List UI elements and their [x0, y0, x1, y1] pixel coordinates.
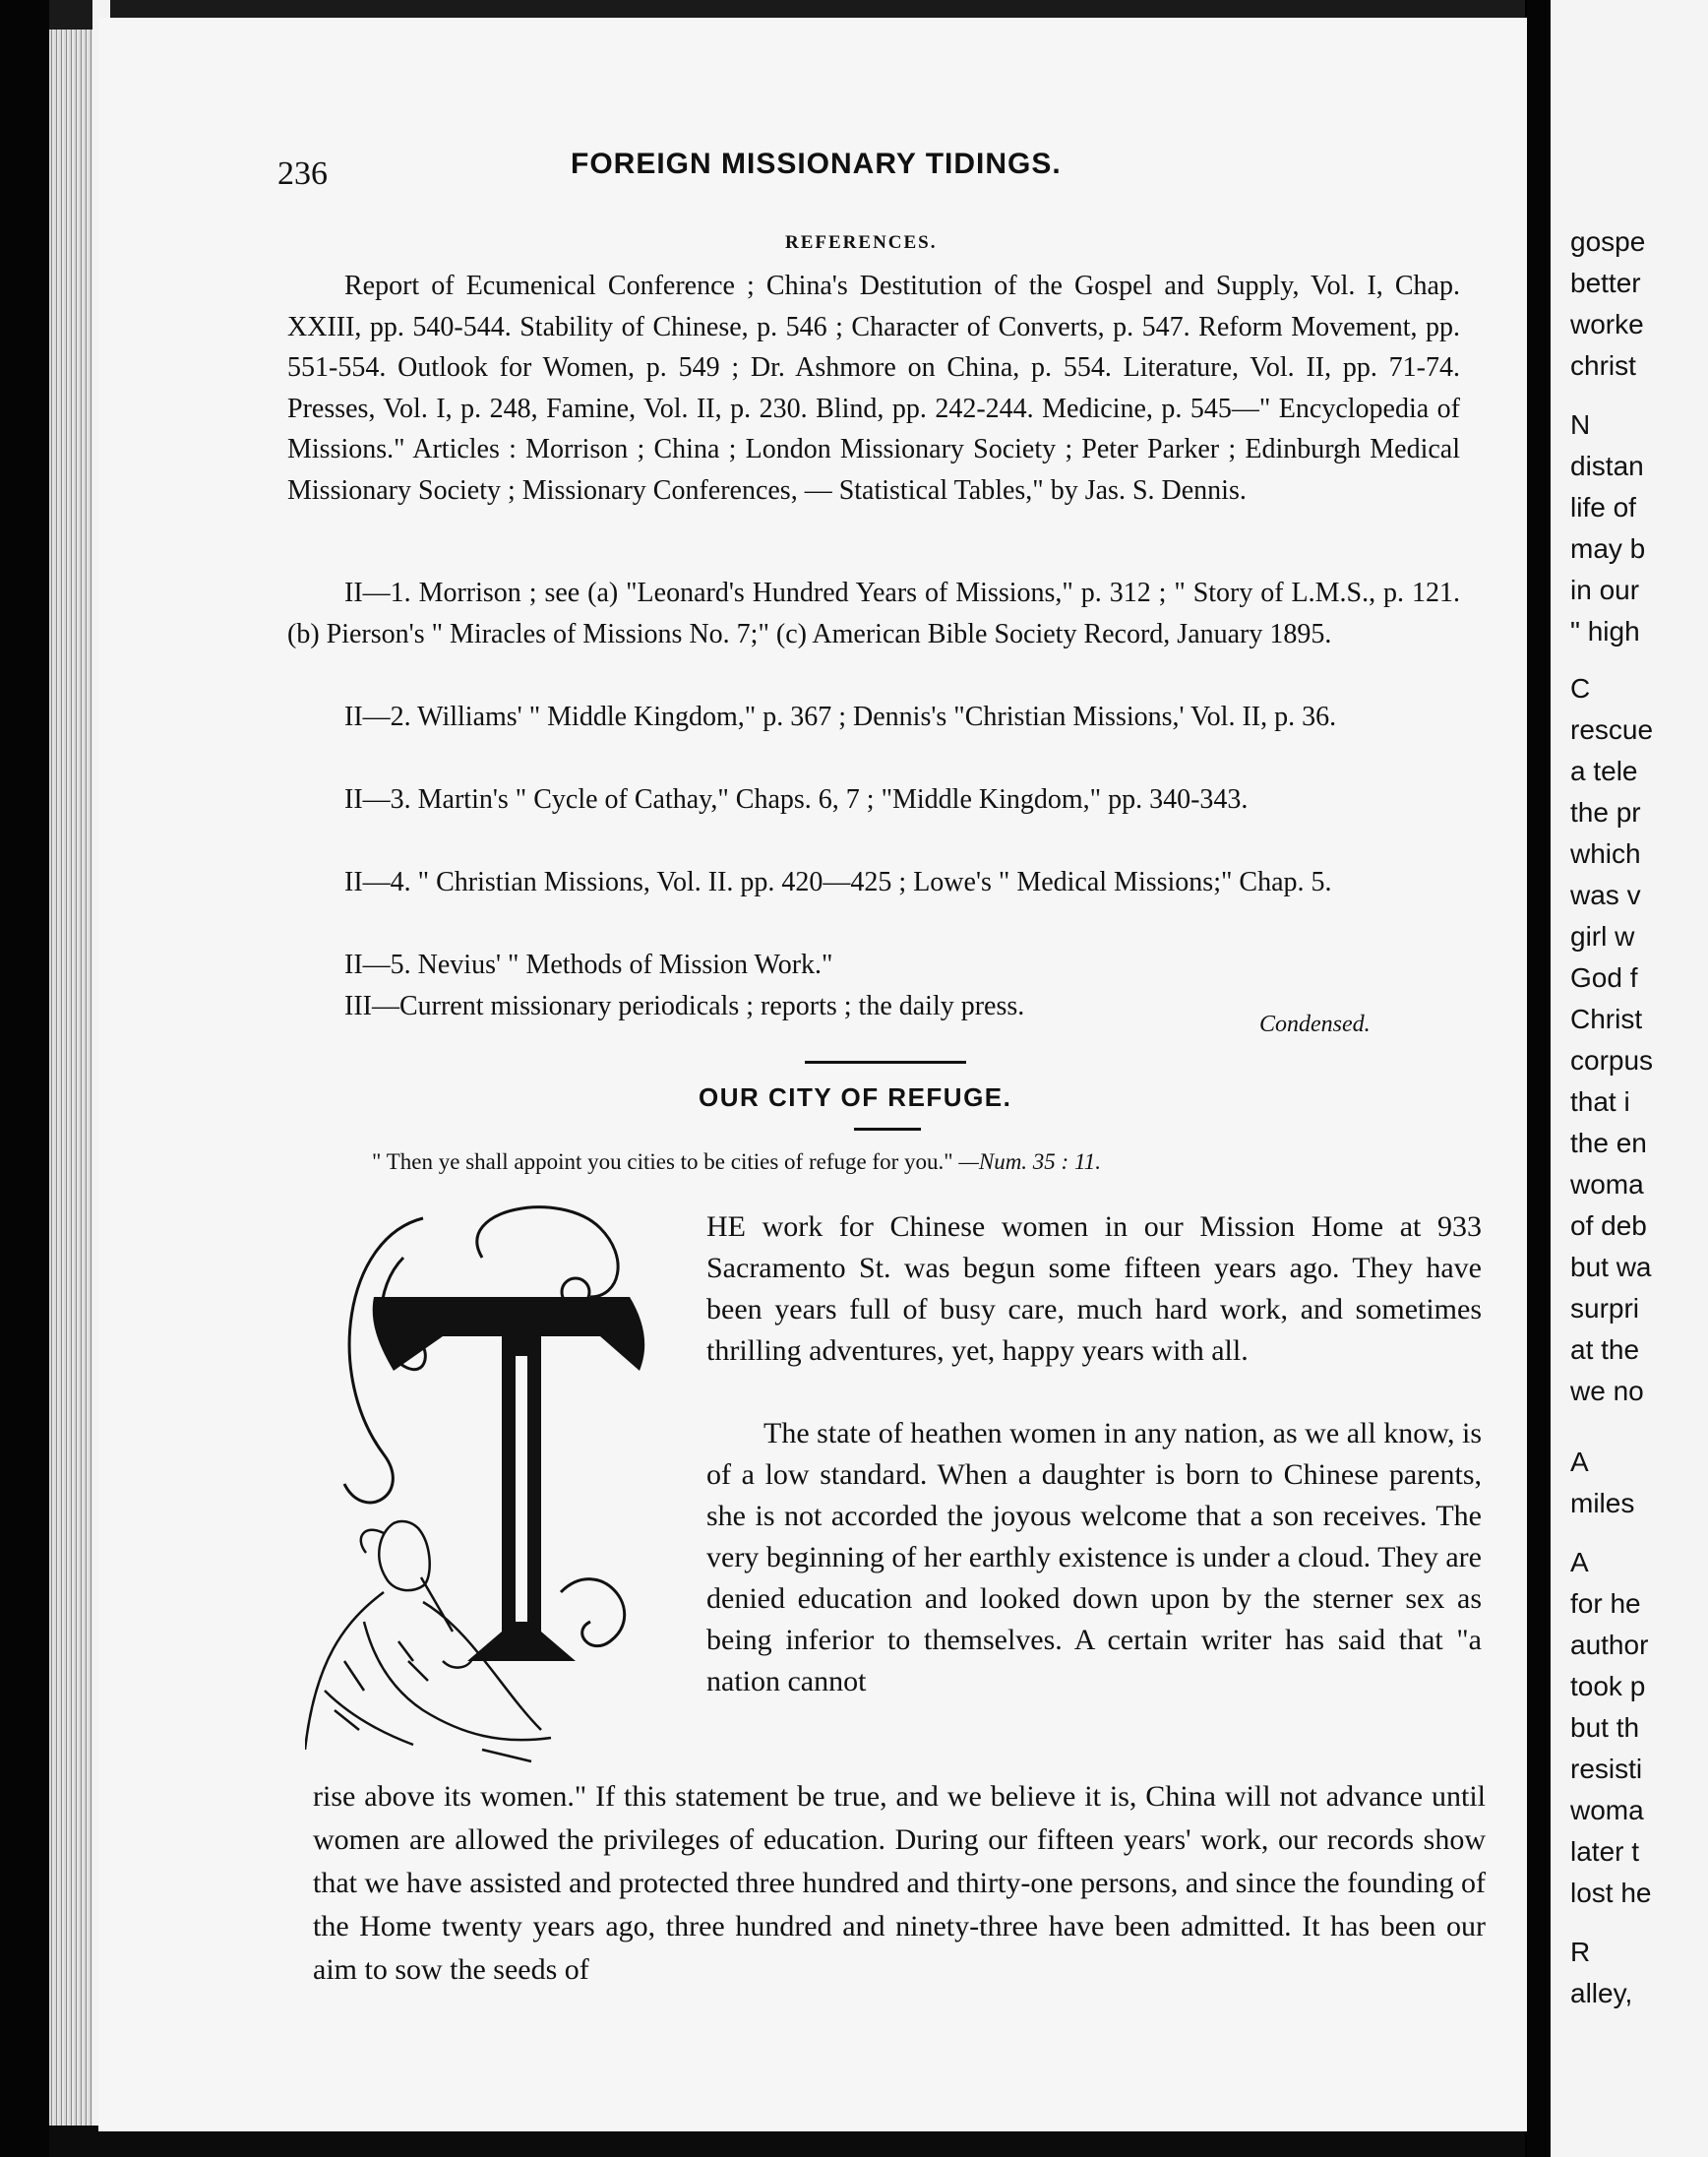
facing-page-line: may b [1570, 533, 1646, 564]
references-heading: REFERENCES. [785, 232, 938, 253]
facing-page-line: was v [1570, 880, 1641, 910]
article-title: OUR CITY OF REFUGE. [699, 1082, 1012, 1112]
facing-page-line: took p [1570, 1671, 1646, 1701]
reference-paragraph: II—2. Williams' " Middle Kingdom," p. 367 ; Dennis's "Christian Missions,' Vol. II, p. 36. [344, 702, 1337, 732]
article-paragraph-women: The state of heathen women in any nation, as we all know, is of a low standard. When a daughter is born to Chinese parents, she is not accorded the joyous welcome that a son receives. The very beginning of her earthly existence is under a cloud. They are denied education and looked down upon by the sterner sex as being inferior to themselves. A certain writer has said that "a nation cannot [706, 1417, 1482, 1697]
epigraph [372, 1149, 1101, 1175]
facing-page-line: the en [1570, 1128, 1647, 1158]
facing-page-line: a tele [1570, 756, 1638, 786]
epigraph-citation: —Num. 35 : 11. [958, 1149, 1102, 1174]
facing-page-line: but th [1570, 1712, 1640, 1743]
reference-paragraph: III—Current missionary periodicals ; reports ; the daily press. [344, 991, 1025, 1021]
facing-page-line: Christ [1570, 1004, 1643, 1034]
facing-page-line: alley, [1570, 1978, 1633, 2008]
reference-paragraph: Report of Ecumenical Conference ; China's Destitution of the Gospel and Supply, Vol. I, Chap. XXIII, pp. 540-544. Stability of Chinese, p. 546 ; Character of Converts, p. 547. Reform Movement, pp. 551-554. Outlook for Women, p. 549 ; Dr. Ashmore on China, p. 554. Literature, Vol. II, pp. 71-74. Presses, Vol. I, p. 248, Famine, Vol. II, p. 230. Blind, pp. 242-244. Medicine, p. 545—" Encyclopedia of Missions." Articles : Morrison ; China ; London Missionary Society ; Peter Parker ; Edinburgh Medical Missionary Society ; Missionary Conferences, — Statistical Tables," by Jas. S. Dennis. [287, 271, 1460, 506]
facing-page-line: worke [1570, 309, 1644, 339]
reference-paragraph: II—4. " Christian Missions, Vol. II. pp. 420—425 ; Lowe's " Medical Missions;" Chap. 5. [344, 867, 1332, 897]
facing-page-line: corpus [1570, 1045, 1654, 1076]
flourish-swirl [344, 1218, 423, 1503]
facing-page-line: the pr [1570, 797, 1641, 828]
facing-page-line: N [1570, 409, 1591, 440]
facing-page-line: later t [1570, 1836, 1640, 1867]
section-rule [805, 1061, 966, 1064]
facing-page-line: A [1570, 1447, 1589, 1477]
facing-page-line: author [1570, 1630, 1649, 1660]
condensed-signature: Condensed. [1259, 1012, 1371, 1037]
article-paragraph-continued: rise above its women." If this statement be true, and we believe it is, China will not advance until women are allowed the privileges of education. During our fifteen years' work, our records show that we have assisted and protected three hundred and thirty-one persons, and since the founding of the Home twenty years ago, three hundred and ninety-three have been admitted. It has been our aim to sow the seeds of [313, 1780, 1486, 1986]
facing-page-line: for he [1570, 1588, 1641, 1619]
reference-paragraph: II—5. Nevius' " Methods of Mission Work." [344, 950, 833, 980]
facing-page-line: rescue [1570, 714, 1654, 745]
facing-page-line: resisti [1570, 1754, 1643, 1784]
facing-page-line: woma [1570, 1169, 1644, 1200]
facing-page-line: miles [1570, 1488, 1635, 1518]
facing-page-line: " high [1570, 616, 1640, 647]
facing-page-line: R [1570, 1937, 1591, 1967]
book-spine-shadow [0, 0, 49, 2157]
facing-page-line: we no [1570, 1376, 1644, 1406]
facing-page-line: lost he [1570, 1878, 1652, 1908]
book-gutter [1527, 0, 1551, 2157]
flourish-swirl [561, 1579, 625, 1646]
page-edges [49, 30, 92, 2126]
facing-page-line: woma [1570, 1795, 1644, 1825]
facing-page-line: C [1570, 673, 1591, 704]
facing-page-line: but wa [1570, 1252, 1652, 1282]
facing-page-line: life of [1570, 492, 1636, 523]
epigraph-text: " Then ye shall appoint you cities to be cities of refuge for you." [372, 1149, 953, 1174]
page-number: 236 [277, 155, 328, 192]
facing-page-line: that i [1570, 1086, 1630, 1117]
facing-page-line: of deb [1570, 1210, 1647, 1241]
article-paragraph-intro: HE work for Chinese women in our Mission Home at 933 Sacramento St. was begun some fifteen years ago. They have been years full of busy care, much hard work, and sometimes thrilling adventures, yet, happy years with all. [706, 1210, 1482, 1367]
running-head: FOREIGN MISSIONARY TIDINGS. [571, 148, 1062, 180]
facing-page-line: better [1570, 268, 1641, 298]
title-rule [854, 1128, 921, 1131]
facing-page-line: gospe [1570, 226, 1646, 257]
drop-cap-illustration [305, 1199, 699, 1771]
drop-cap-letter [373, 1297, 645, 1661]
facing-page-line: A [1570, 1547, 1589, 1577]
facing-page-line: at the [1570, 1334, 1640, 1365]
facing-page-line: surpri [1570, 1293, 1640, 1324]
drop-cap-text: T [305, 1199, 306, 1200]
flourish-swirl [477, 1207, 618, 1297]
reference-paragraph: II—3. Martin's " Cycle of Cathay," Chaps. 6, 7 ; "Middle Kingdom," pp. 340-343. [344, 784, 1249, 815]
facing-page-line: girl w [1570, 921, 1635, 952]
reference-paragraph: II—1. Morrison ; see (a) "Leonard's Hundred Years of Missions," p. 312 ; " Story of L.M.S., p. 121. (b) Pierson's " Miracles of Missions No. 7;" (c) American Bible Society Record, January 1895. [287, 578, 1460, 649]
drop-cap-highlight [516, 1356, 527, 1622]
facing-page-line: which [1570, 838, 1641, 869]
facing-page-line: distan [1570, 451, 1644, 481]
facing-page-line: God f [1570, 962, 1638, 993]
facing-page-line: christ [1570, 350, 1636, 381]
facing-page-line: in our [1570, 575, 1640, 605]
